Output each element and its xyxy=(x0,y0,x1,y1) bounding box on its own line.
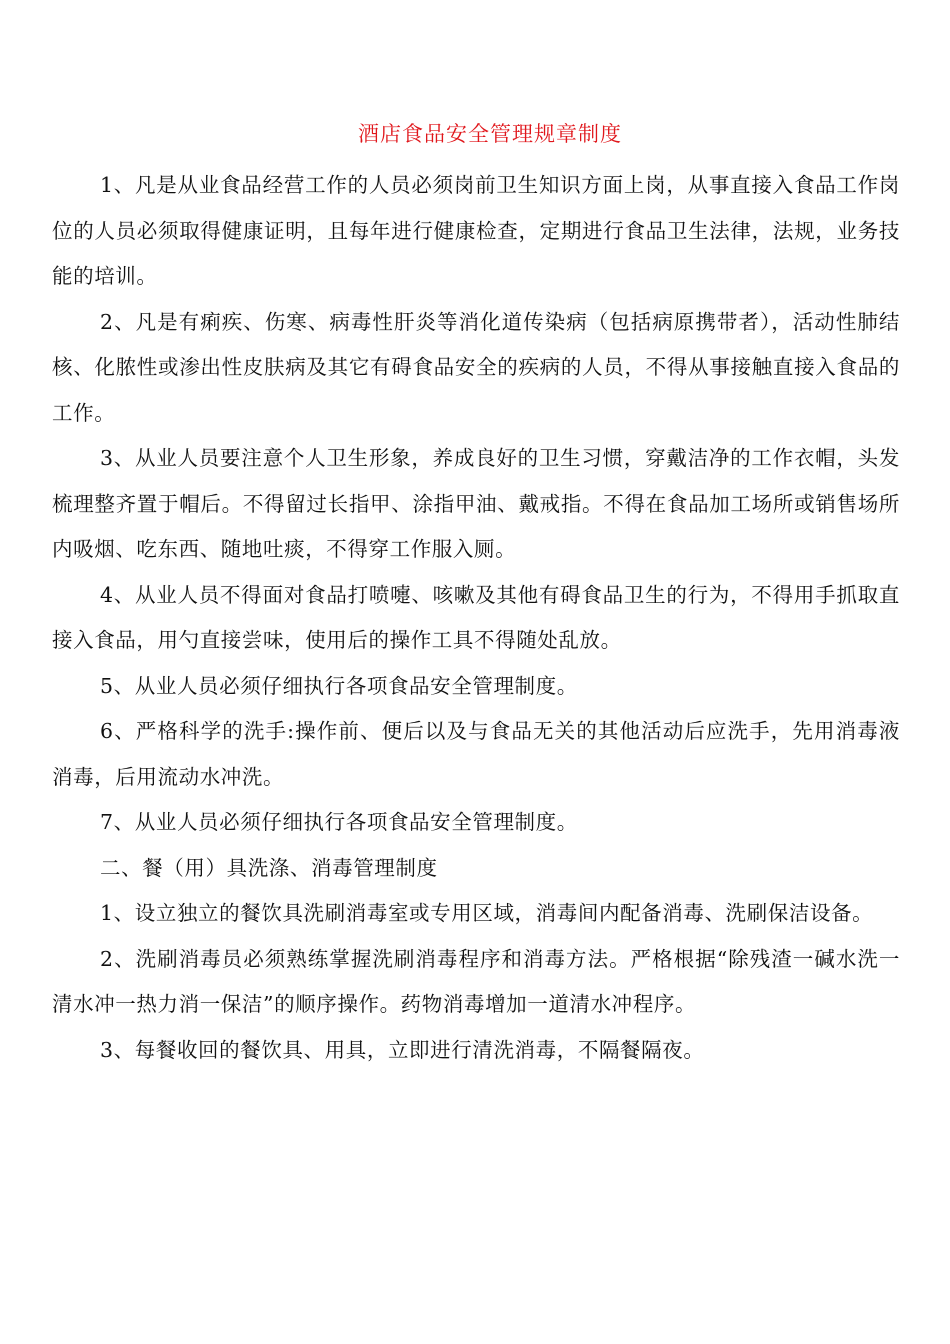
paragraph-tableware-2: 2、洗刷消毒员必须熟练掌握洗刷消毒程序和消毒方法。严格根据“除残渣一碱水洗一清水冲一热力消一保洁”的顺序操作。药物消毒增加一道清水冲程序。 xyxy=(52,946,900,1016)
paragraph-rule-7: 7、从业人员必须仔细执行各项食品安全管理制度。 xyxy=(100,810,578,834)
paragraph-rule-1: 1、凡是从业食品经营工作的人员必须岗前卫生知识方面上岗，从事直接入食品工作岗位的人员必须取得健康证明，且每年进行健康检查，定期进行食品卫生法律，法规，业务技能的培训。 xyxy=(52,173,900,288)
document-title: 酒店食品安全管理规章制度 xyxy=(358,122,622,146)
section-heading-tableware: 二、餐（用）具洗涤、消毒管理制度 xyxy=(100,855,438,880)
paragraph-rule-3: 3、从业人员要注意个人卫生形象，养成良好的卫生习惯，穿戴洁净的工作衣帽，头发梳理整齐置于帽后。不得留过长指甲、涂指甲油、戴戒指。不得在食品加工场所或销售场所内吸烟、吃东西、随地吐痰，不得穿工作服入厕。 xyxy=(52,446,900,561)
document-body xyxy=(52,163,900,1073)
paragraph-rule-5: 5、从业人员必须仔细执行各项食品安全管理制度。 xyxy=(100,673,578,698)
paragraph-rule-2: 2、凡是有痢疾、伤寒、病毒性肝炎等消化道传染病（包括病原携带者），活动性肺结核、化脓性或渗出性皮肤病及其它有碍食品安全的疾病的人员，不得从事接触直接入食品的工作。 xyxy=(52,309,900,425)
paragraph-rule-4: 4、从业人员不得面对食品打喷嚏、咳嗽及其他有碍食品卫生的行为，不得用手抓取直接入食品，用勺直接尝味，使用后的操作工具不得随处乱放。 xyxy=(52,582,900,652)
paragraph-rule-6: 6、严格科学的洗手:操作前、便后以及与食品无关的其他活动后应洗手，先用消毒液消毒，后用流动水冲洗。 xyxy=(52,719,900,789)
paragraph-tableware-1: 1、设立独立的餐饮具洗刷消毒室或专用区域，消毒间内配备消毒、洗刷保洁设备。 xyxy=(100,901,874,925)
paragraph-tableware-3: 3、每餐收回的餐饮具、用具，立即进行清洗消毒，不隔餐隔夜。 xyxy=(100,1037,705,1062)
